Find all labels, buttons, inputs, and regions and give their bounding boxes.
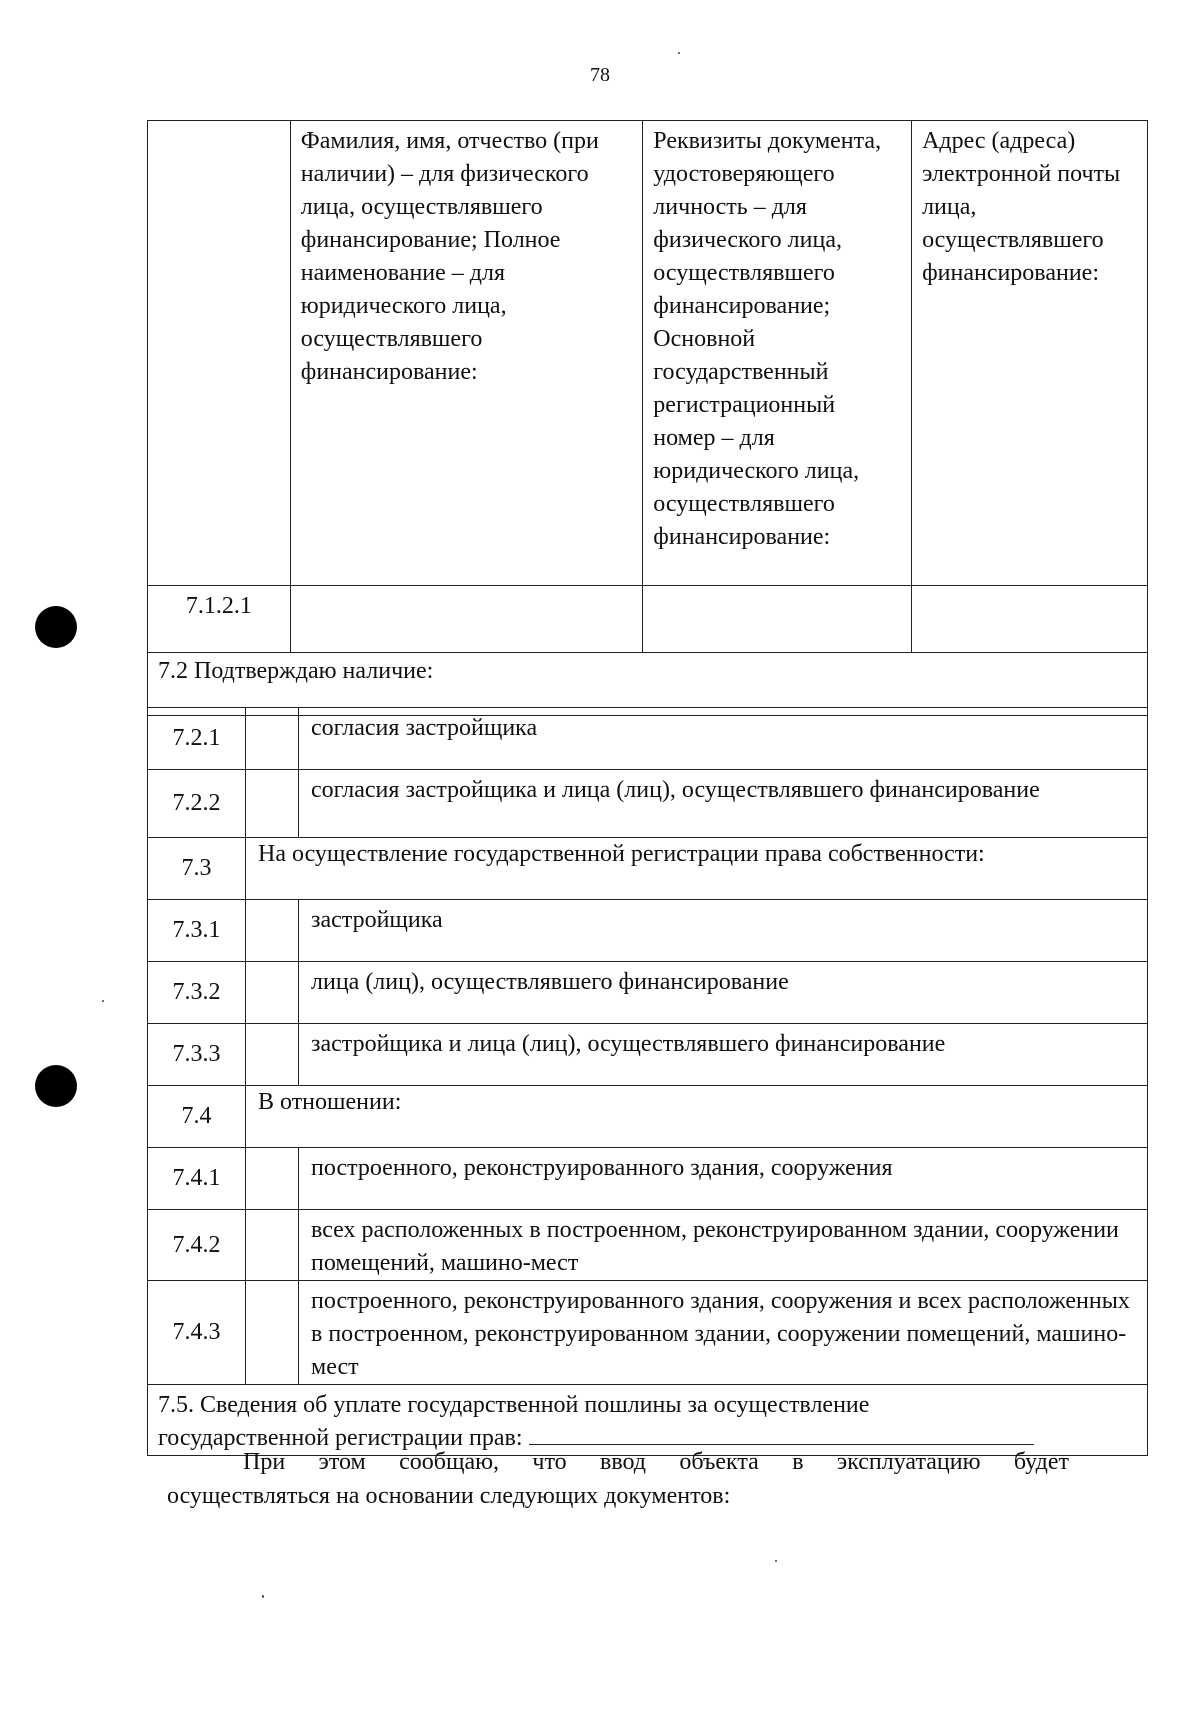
table-row [148, 1281, 1148, 1385]
checkbox-cell[interactable] [246, 900, 299, 962]
table-row [148, 900, 1148, 962]
section-header-row [148, 1086, 1148, 1148]
confirmation-table [147, 707, 1148, 1456]
section-7-2-title: 7.2 Подтверждаю наличие: [148, 653, 1148, 716]
item-text: всех расположенных в построенном, реконструированном здании, сооружении помещений, машино-мест [299, 1210, 1148, 1281]
scan-speck [775, 1560, 777, 1562]
table-row [148, 586, 1148, 653]
item-text: согласия застройщика и лица (лиц), осуществлявшего финансирование [299, 770, 1148, 838]
section-number: 7.4 [148, 1086, 246, 1148]
table-row [148, 1148, 1148, 1210]
checkbox-cell[interactable] [246, 1024, 299, 1086]
header-email-address: Адрес (адреса) электронной почты лица, осуществлявшего финансирование: [912, 121, 1148, 586]
punch-hole-upper [35, 606, 77, 648]
table-row [148, 708, 1148, 770]
item-text: застройщика [299, 900, 1148, 962]
item-text: построенного, реконструированного здания, сооружения [299, 1148, 1148, 1210]
checkbox-cell[interactable] [246, 770, 299, 838]
checkbox-cell[interactable] [246, 962, 299, 1024]
header-full-name: Фамилия, имя, отчество (при наличии) – для физического лица, осуществлявшего финансирование; Полное наименование – для юридического лица, осуществлявшего финансирование: [290, 121, 643, 586]
item-number: 7.4.1 [148, 1148, 246, 1210]
item-number: 7.3.1 [148, 900, 246, 962]
item-text: застройщика и лица (лиц), осуществлявшего финансирование [299, 1024, 1148, 1086]
checkbox-cell[interactable] [246, 1210, 299, 1281]
item-number: 7.3.3 [148, 1024, 246, 1086]
checkbox-cell[interactable] [246, 1148, 299, 1210]
closing-paragraph [167, 1445, 1069, 1513]
scan-speck [678, 52, 680, 54]
table-row [148, 962, 1148, 1024]
section-7-4-title: В отношении: [246, 1086, 1148, 1148]
identity-document-field[interactable] [643, 586, 912, 653]
empty-header-cell [148, 121, 291, 586]
closing-line1: При этом сообщаю, что ввод объекта в эксплуатацию будет [243, 1449, 1069, 1475]
table-row [148, 1024, 1148, 1086]
section-7-5-line1: 7.5. Сведения об уплате государственной пошлины за осуществление [158, 1392, 870, 1418]
item-number: 7.4.3 [148, 1281, 246, 1385]
section-7-3-title: На осуществление государственной регистрации права собственности: [246, 838, 1148, 900]
section-7-5-line2: государственной регистрации прав: [158, 1425, 523, 1451]
checkbox-cell[interactable] [246, 708, 299, 770]
table-header-row [148, 121, 1148, 586]
financing-party-table [147, 120, 1148, 716]
scan-speck [102, 1000, 104, 1002]
item-number: 7.3.2 [148, 962, 246, 1024]
page-number: 78 [590, 64, 610, 86]
item-number: 7.2.1 [148, 708, 246, 770]
email-field[interactable] [912, 586, 1148, 653]
full-name-field[interactable] [290, 586, 643, 653]
item-text: лица (лиц), осуществлявшего финансирование [299, 962, 1148, 1024]
table-row [148, 770, 1148, 838]
item-text: согласия застройщика [299, 708, 1148, 770]
fee-payment-field[interactable] [529, 1422, 1034, 1445]
punch-hole-lower [35, 1065, 77, 1107]
item-text: построенного, реконструированного здания, сооружения и всех расположенных в построенном, реконструированном здании, сооружении помещений, машино-мест [299, 1281, 1148, 1385]
checkbox-cell[interactable] [246, 1281, 299, 1385]
item-number: 7.4.2 [148, 1210, 246, 1281]
scan-speck [262, 1595, 264, 1598]
section-number: 7.3 [148, 838, 246, 900]
header-identity-document: Реквизиты документа, удостоверяющего личность – для физического лица, осуществлявшего финансирование; Основной государственный регистрационный номер – для юридического лица, осуществлявшего финансирование: [643, 121, 912, 586]
closing-line2: осуществляться на основании следующих документов: [167, 1483, 731, 1509]
item-number: 7.2.2 [148, 770, 246, 838]
table-row [148, 1210, 1148, 1281]
row-number: 7.1.2.1 [148, 586, 291, 653]
section-header-row [148, 838, 1148, 900]
